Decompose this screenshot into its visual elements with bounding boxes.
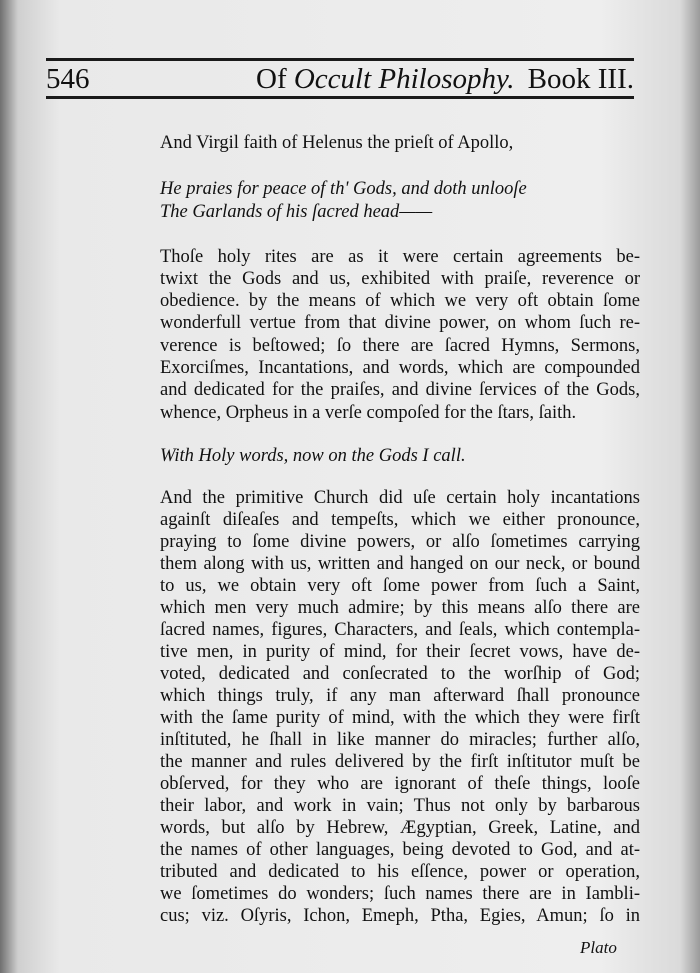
text-line: praying to ſome divine powers, or alſo ſometimes carrying (160, 532, 640, 552)
text-line: againſt diſeaſes and tempeſts, which we either pronounce, (160, 510, 640, 530)
text-line: He praies for peace of th' Gods, and doth unlooſe (160, 179, 527, 199)
text-line: whence, Orpheus in a verſe compoſed for the ſtars, ſaith. (160, 403, 577, 423)
catchword: Plato (580, 938, 617, 957)
running-title: Of Occult Philosophy. (256, 63, 515, 95)
text-line: obſerved, for they who are ignorant of theſe things, looſe (160, 774, 640, 794)
text-line: The Garlands of his ſacred head—— (160, 202, 433, 222)
header-rule-top (46, 58, 634, 61)
text-line: verence is beſtowed; ſo there are ſacred Hymns, Sermons, (160, 336, 640, 356)
running-header (46, 63, 634, 95)
text-line: Thoſe holy rites are as it were certain agreements be- (160, 247, 640, 267)
text-line: With Holy words, now on the Gods I call. (160, 446, 466, 466)
text-line: tive men, in purity of mind, for their ſecret vows, have de- (160, 642, 640, 662)
text-line: their labor, and work in vain; Thus not only by barbarous (160, 796, 640, 816)
text-line: And Virgil faith of Helenus the prieſt of Apollo, (160, 133, 514, 153)
text-line: cus; viz. Oſyris, Ichon, Emeph, Ptha, Egies, Amun; ſo in (160, 906, 640, 926)
text-line: voted, dedicated and conſecrated to the worſhip of God; (160, 664, 640, 684)
text-line: which men very much admire; by this means alſo there are (160, 598, 640, 618)
text-line: wonderfull vertue from that divine power, on whom ſuch re- (160, 313, 640, 333)
text-line: Exorciſmes, Incantations, and words, which are compounded (160, 358, 640, 378)
text-line: and dedicated for the praiſes, and divine ſervices of the Gods, (160, 380, 640, 400)
text-line: them along with us, written and hanged on our neck, or bound (160, 554, 640, 574)
text-line: tributed and dedicated to his eſſence, power or operation, (160, 862, 640, 882)
text-line: ſacred names, figures, Characters, and ſeals, which contempla- (160, 620, 640, 640)
text-line: And the primitive Church did uſe certain holy incantations (160, 488, 640, 508)
text-line: the manner and rules delivered by the firſt inſtitutor muſt be (160, 752, 640, 772)
text-line: the names of other languages, being devoted to God, and at- (160, 840, 640, 860)
text-line: with the ſame purity of mind, with the which they were firſt (160, 708, 640, 728)
header-rule-bottom (46, 96, 634, 99)
text-line: twixt the Gods and us, exhibited with praiſe, reverence or (160, 269, 640, 289)
text-line: to us, we obtain very oft ſome power from ſuch a Saint, (160, 576, 640, 596)
text-line: we ſometimes do wonders; ſuch names there are in Iambli- (160, 884, 640, 904)
text-line: words, but alſo by Hebrew, Ægyptian, Greek, Latine, and (160, 818, 640, 838)
book-number: Book III. (527, 63, 634, 95)
text-line: inſtituted, he ſhall in like manner do miracles; further alſo, (160, 730, 640, 750)
running-title-italic: Occult Philosophy. (293, 63, 515, 95)
text-line: obedience. by the means of which we very oft obtain ſome (160, 291, 640, 311)
text-line: which things truly, if any man afterward ſhall pronounce (160, 686, 640, 706)
page-number: 546 (46, 63, 90, 95)
